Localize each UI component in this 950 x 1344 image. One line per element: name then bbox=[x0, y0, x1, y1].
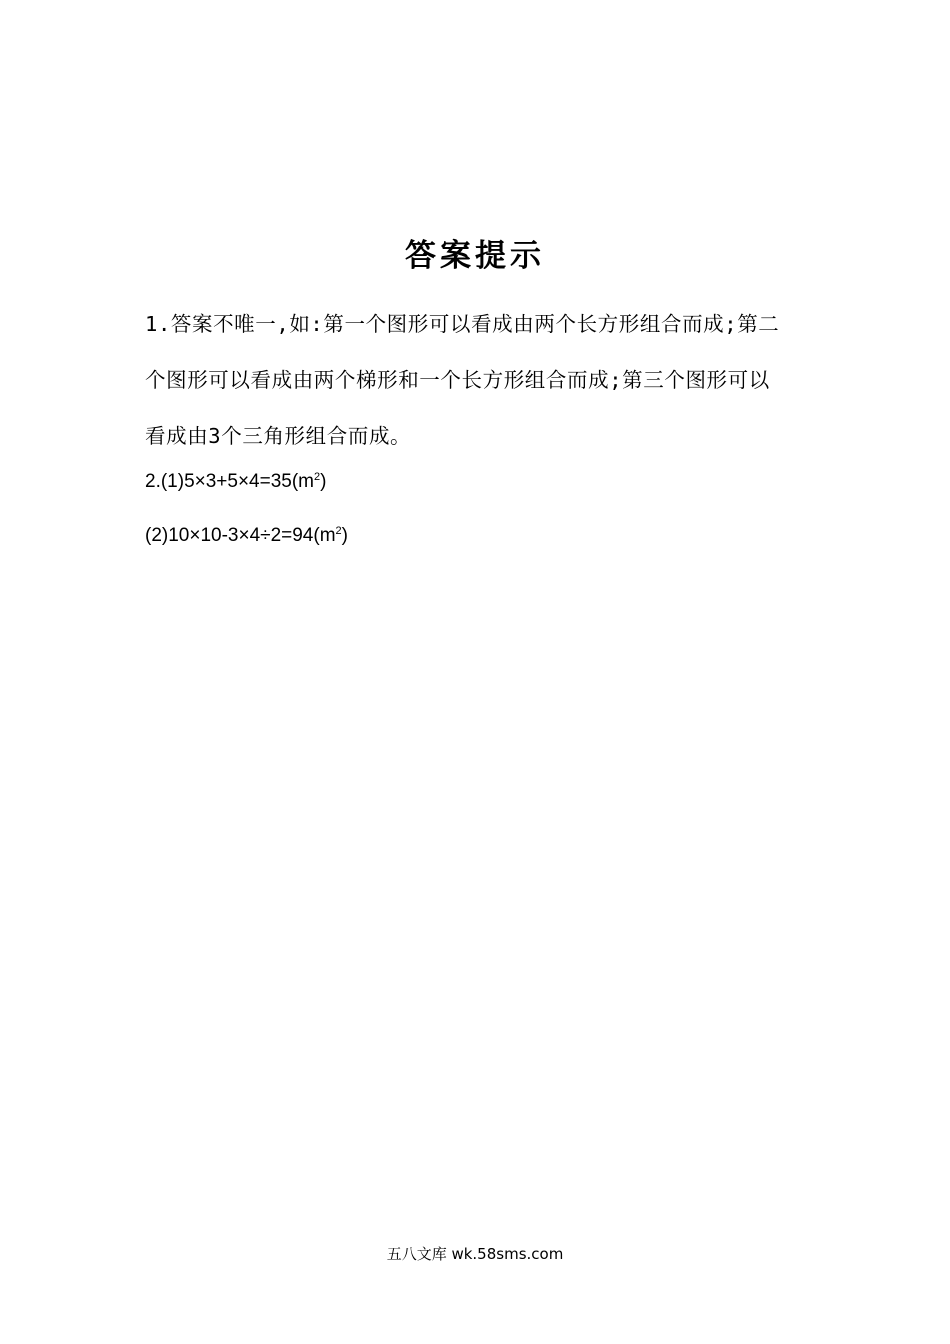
answer-1-line: 个图形可以看成由两个梯形和一个长方形组合而成;第三个图形可以 bbox=[145, 368, 770, 392]
answer-2-part-1-expression: 2.(1)5×3+5×4=35(m bbox=[145, 471, 315, 492]
page-title: 答案提示 bbox=[405, 238, 545, 274]
footer-watermark: 五八文库 wk.58sms.com bbox=[386, 1245, 564, 1263]
answer-1-line: 1.答案不唯一,如:第一个图形可以看成由两个长方形组合而成;第二 bbox=[145, 312, 780, 336]
answer-1-line: 看成由3个三角形组合而成。 bbox=[145, 424, 412, 448]
superscript: 2 bbox=[335, 525, 342, 537]
superscript: 2 bbox=[314, 471, 321, 483]
answer-2-part-2 bbox=[145, 522, 348, 550]
answer-2-part-1 bbox=[145, 468, 326, 496]
closing-paren: ) bbox=[320, 471, 327, 492]
answer-1-paragraph bbox=[145, 296, 825, 464]
closing-paren: ) bbox=[341, 525, 348, 546]
answer-2-part-2-expression: (2)10×10-3×4÷2=94(m bbox=[145, 525, 336, 546]
